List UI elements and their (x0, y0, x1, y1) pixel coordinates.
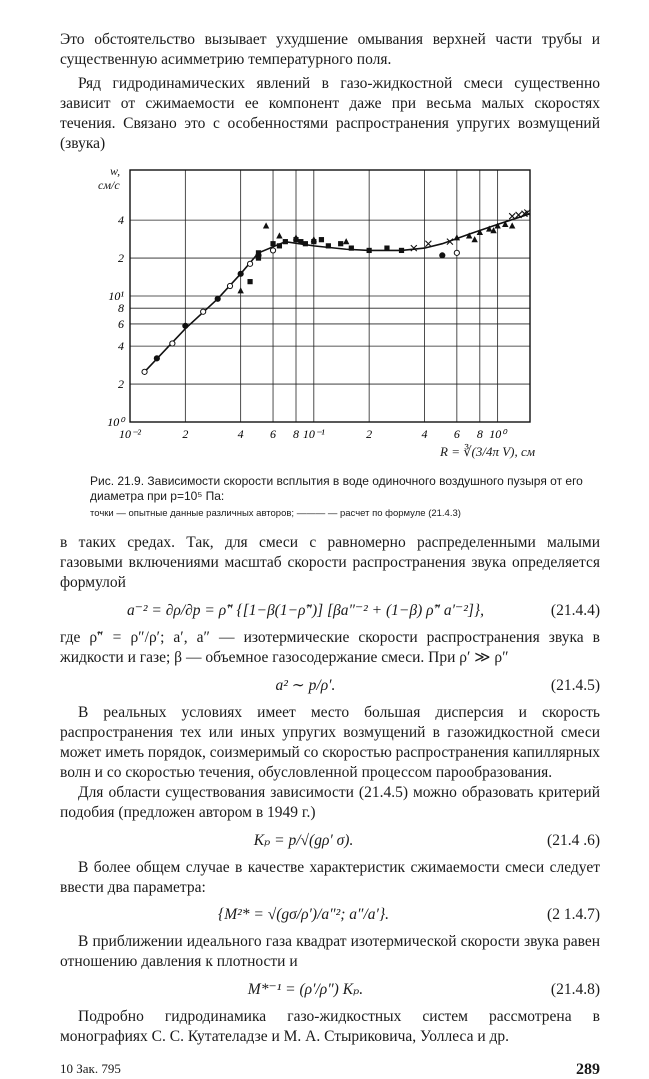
caption-text: Рис. 21.9. Зависимости скорости всплытия в воде одиночного воздушного пузыря от его диаметра при p=10⁵ Па: (90, 474, 583, 503)
x-tick-label: 4 (421, 427, 428, 441)
y-tick-label: 10⁰ (107, 415, 124, 429)
chart-svg (60, 160, 600, 470)
formula-21-4-5 (60, 676, 600, 695)
paragraph: Для области существования зависимости (21.4.5) можно образовать критерий подобия (предложен автором в 1949 г.) (60, 784, 600, 821)
x-tick-label: 8 (476, 427, 483, 441)
data-point-circle (238, 271, 243, 276)
data-point-square (270, 241, 275, 246)
paragraph: В приближении идеального газа квадрат изотермической скорости звука равен отношению давления к плотности и (60, 933, 600, 970)
x-tick-label: 10⁰ (489, 427, 507, 441)
data-point-circle (183, 323, 188, 328)
data-point-square (349, 245, 354, 250)
data-point-circle (215, 296, 220, 301)
formula-21-4-7 (60, 906, 600, 924)
data-point-square (319, 237, 324, 242)
data-point-square (384, 245, 389, 250)
data-point-cross (425, 241, 431, 247)
x-tick-label: 2 (182, 427, 189, 441)
page-number: 289 (576, 1061, 600, 1078)
y-tick-label: 2 (118, 377, 124, 392)
data-point-square (399, 248, 404, 253)
caption-legend: точки — опытные данные различных авторов; ——— — расчет по формуле (21.4.3) (90, 508, 461, 519)
data-point-circle (440, 253, 445, 258)
formula-expression: a⁻² = ∂ρ/∂p = ρ̃″ {[1−β(1−ρ̃″)] [βa″⁻² + (1−β) ρ̃″ a′⁻²]}, (126, 602, 484, 619)
y-tick-label: 10¹ (108, 289, 124, 303)
formula-21-4-6 (60, 831, 600, 850)
paragraph: Подробно гидродинамика газо-жидкостных систем рассмотрена в монографиях С. С. Кутателадзе и М. А. Стыриковича, Уоллеса и др. (60, 1008, 600, 1045)
data-point-circle (170, 341, 175, 346)
paragraph: В более общем случае в качестве характеристик сжимаемости смеси следует ввести два параметра: (60, 859, 600, 896)
formula-number: (2 1.4.7) (547, 906, 600, 923)
data-point-square (367, 248, 372, 253)
x-tick-label: 6 (270, 427, 277, 441)
data-point-triangle (509, 222, 515, 228)
page-footer (60, 1061, 600, 1079)
data-point-circle (454, 250, 459, 255)
data-point-triangle (343, 238, 349, 244)
formula-number: (21.4.4) (550, 601, 600, 619)
formula-21-4-8 (60, 980, 600, 999)
y-tick-label: 4 (118, 339, 124, 354)
formula-expression: a² ∼ p/ρ′. (275, 677, 336, 694)
y-tick-label: 4 (118, 213, 124, 228)
data-point-square (303, 241, 308, 246)
formula-expression: Kₚ = p/√(gρ′ σ). (253, 832, 354, 849)
x-tick-label: 4 (237, 427, 244, 441)
data-point-triangle (471, 236, 477, 242)
data-point-square (283, 239, 288, 244)
data-point-cross (411, 245, 417, 251)
data-point-square (256, 250, 261, 255)
x-tick-label: 10⁻¹ (302, 427, 325, 441)
page (60, 30, 600, 1079)
data-point-triangle (237, 287, 243, 293)
paragraph: Ряд гидродинамических явлений в газо-жидкостной смеси существенно зависит от сжимаемости ее компонент даже при весьма малых скоростях течения. Связано это с особенностями распространения упругих возмущений (звука) (60, 75, 600, 152)
paragraph: Это обстоятельство вызывает ухудшение омывания верхней части трубы и существенную асимметрию температурного поля. (60, 31, 600, 68)
data-point-triangle (263, 222, 269, 228)
curve-calculation (145, 214, 530, 372)
formula-expression: {M²* = √(gσ/ρ′)/a″²; a″/a′}. (218, 906, 390, 923)
data-point-circle (142, 369, 147, 374)
paragraph: где ρ̃″ = ρ″/ρ′; a′, a″ — изотермические скорости распространения звука в жидкости и газе; β — объемное газосодержание смеси. При ρ′ ≫ ρ″ (60, 629, 600, 666)
formula-number: (21.4 .6) (547, 831, 600, 849)
data-point-square (277, 243, 282, 248)
footer-signature: 10 Зак. 795 (60, 1061, 121, 1076)
paragraph: в таких средах. Так, для смеси с равномерно распределенными малыми газовыми включениями масштаб скорости распространения звука определяется формулой (60, 534, 600, 591)
x-tick-label: 8 (293, 427, 300, 441)
paragraph: В реальных условиях имеет место большая дисперсия и скорость распространения тех или иных упругих возмущений в газожидкостной смеси может иметь порядок, соизмеримый со скоростью распространения капиллярных волн и со скоростью течения, обусловленной процессом парообразования. (60, 704, 600, 781)
y-axis-unit: см/с (98, 178, 120, 192)
figure-chart (60, 160, 600, 470)
data-point-circle (227, 283, 232, 288)
y-axis-label: w, (110, 164, 121, 178)
x-tick-label: 2 (366, 427, 373, 441)
data-point-circle (154, 356, 159, 361)
x-tick-label: 6 (453, 427, 460, 441)
y-tick-label: 6 (118, 316, 124, 331)
data-point-circle (270, 248, 275, 253)
data-point-circle (201, 309, 206, 314)
formula-number: (21.4.5) (550, 676, 600, 694)
data-point-cross (509, 213, 515, 219)
data-point-square (326, 243, 331, 248)
data-point-square (256, 255, 261, 260)
x-axis-label: R = ∛(3/4π V), см (440, 444, 536, 459)
data-point-square (338, 241, 343, 246)
data-point-circle (247, 261, 252, 266)
x-tick-label: 10⁻² (119, 427, 141, 441)
formula-expression: M*⁻¹ = (ρ′/ρ″) Kₚ. (247, 981, 364, 998)
data-point-triangle (276, 232, 282, 238)
y-tick-label: 8 (118, 301, 124, 316)
formula-21-4-4 (60, 601, 600, 620)
data-point-square (298, 239, 303, 244)
formula-number: (21.4.8) (550, 980, 600, 998)
y-tick-label: 2 (118, 251, 124, 266)
data-point-square (247, 279, 252, 284)
figure-caption (90, 474, 600, 521)
